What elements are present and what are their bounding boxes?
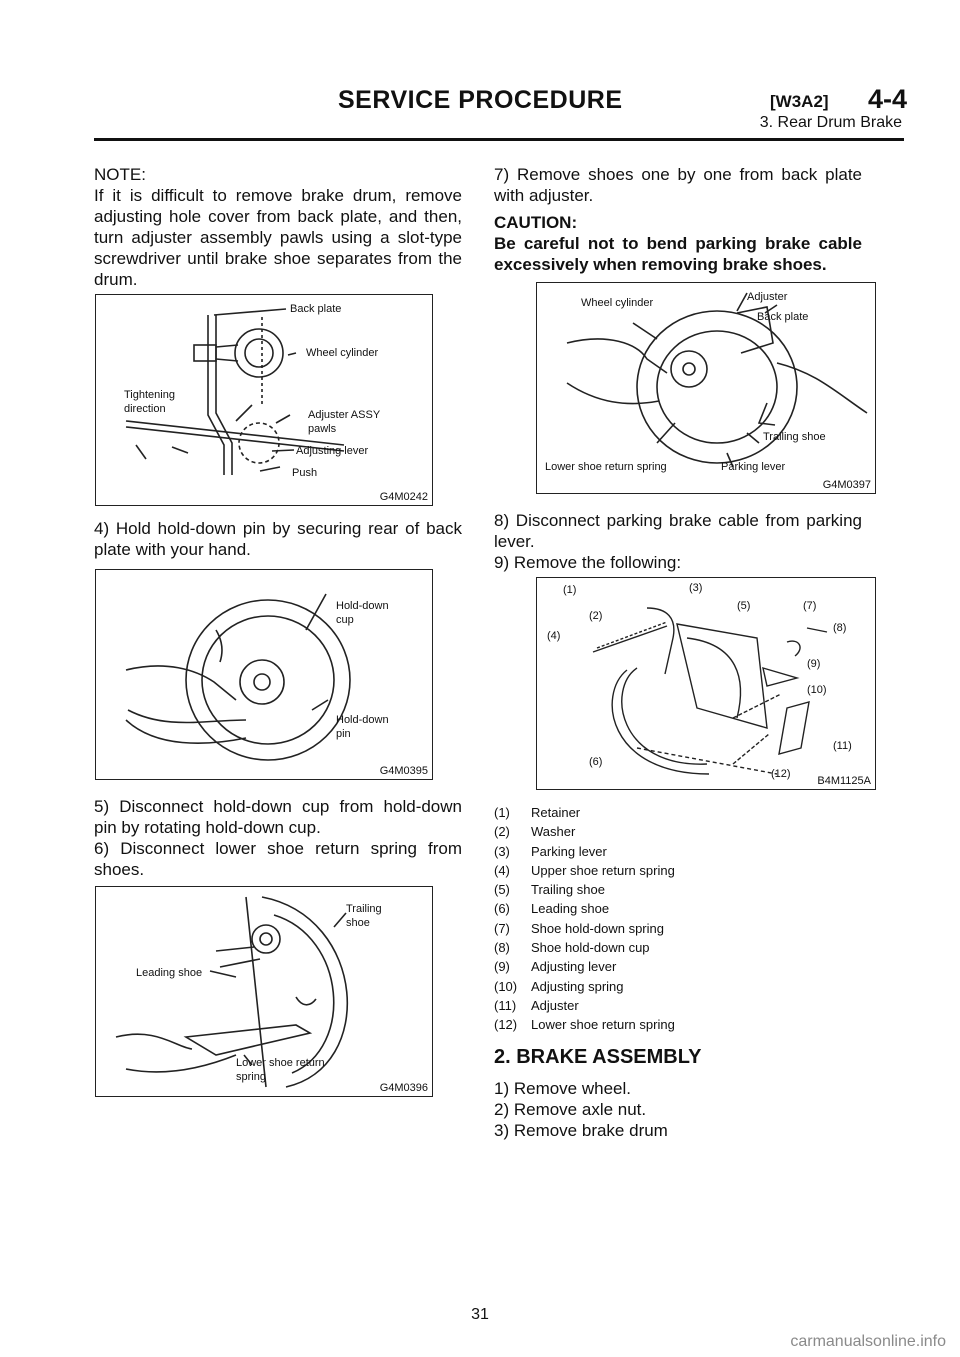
legend-item: (10) Adjusting spring	[494, 978, 624, 994]
legend-item: (8) Shoe hold-down cup	[494, 940, 650, 956]
label-adjuster-assy: Adjuster ASSY	[308, 409, 381, 421]
label-tightening: Tightening	[124, 389, 175, 401]
label-lower-shoe-return-spring: Lower shoe return spring	[545, 461, 667, 473]
page-number: 31	[471, 1306, 489, 1323]
callout-12: (12)	[771, 768, 791, 780]
callout-9: (9)	[807, 658, 821, 670]
legend-item: (7) Shoe hold-down spring	[494, 920, 664, 936]
label-back-plate: Back plate	[290, 303, 342, 315]
figure-code: G4M0395	[379, 765, 428, 777]
label-shoe: shoe	[346, 917, 370, 929]
figure-adjuster-pawls	[95, 294, 433, 506]
legend-item: (1) Retainer	[494, 805, 581, 820]
callout-10: (10)	[807, 684, 827, 696]
legend-item: (6) Leading shoe	[494, 901, 610, 917]
label-parking-lever: Parking lever	[721, 461, 786, 473]
label-trailing-shoe: Trailing shoe	[763, 431, 826, 443]
step-4	[94, 518, 462, 560]
legend-item: (9) Adjusting lever	[494, 959, 617, 975]
callout-5: (5)	[737, 600, 751, 612]
callout-4: (4)	[547, 630, 561, 642]
label-back-plate: Back plate	[757, 311, 809, 323]
legend-item: (11) Adjuster	[494, 997, 579, 1013]
label-pin: pin	[336, 728, 351, 740]
figure-remove-shoes	[536, 282, 876, 494]
step-4-text: 4) Hold hold-down pin by securing rear of back plate with your hand.	[94, 519, 462, 559]
note-body: If it is difficult to remove brake drum, remove adjusting hole cover from back plate, and then, turn adjuster assembly pawls using a slot-type screwdriver until brake shoe separates from the drum.	[94, 186, 462, 289]
label-leading-shoe: Leading shoe	[136, 967, 203, 979]
callout-8: (8)	[833, 622, 847, 634]
label-pawls: pawls	[308, 423, 337, 435]
caution-heading: CAUTION:	[494, 213, 578, 232]
label-trailing: Trailing	[346, 903, 382, 915]
figure-hold-down-pin	[95, 569, 433, 780]
label-push: Push	[292, 467, 318, 479]
step-5-text: 5) Disconnect hold-down cup from hold-down pin by rotating hold-down cup.	[94, 797, 462, 837]
note-heading: NOTE:	[94, 165, 146, 184]
watermark: carmanualsonline.info	[790, 1333, 946, 1350]
legend-item: (2) Washer	[494, 824, 576, 840]
step-6-text: 6) Disconnect lower shoe return spring from shoes.	[94, 839, 462, 879]
step-8-text: 8) Disconnect parking brake cable from parking lever.	[494, 511, 862, 551]
callout-1: (1)	[563, 584, 577, 596]
section-code: [W3A2]	[770, 92, 829, 111]
header-rule	[94, 138, 904, 141]
figure-code: B4M1125A	[817, 775, 871, 787]
figure-lower-shoe-spring	[95, 886, 433, 1097]
label-lower-shoe-return: Lower shoe return	[236, 1057, 325, 1069]
legend-item: (3) Parking lever	[494, 843, 607, 859]
assembly-step-3: 3) Remove brake drum	[494, 1121, 668, 1140]
page-subtitle: 3. Rear Drum Brake	[759, 114, 902, 131]
caution-body: Be careful not to bend parking brake cable excessively when removing brake shoes.	[494, 234, 862, 274]
parts-legend	[494, 803, 675, 1035]
label-cup: cup	[336, 614, 354, 626]
label-hold-down-2: Hold-down	[336, 714, 389, 726]
label-wheel-cylinder: Wheel cylinder	[581, 297, 654, 309]
label-adjuster: Adjuster	[747, 291, 788, 303]
callout-11: (11)	[833, 740, 852, 752]
step-7-text: 7) Remove shoes one by one from back plate with adjuster.	[494, 165, 862, 205]
label-wheel-cylinder: Wheel cylinder	[306, 347, 379, 359]
note-block	[94, 164, 462, 290]
label-spring: spring	[236, 1071, 266, 1083]
legend-item: (4) Upper shoe return spring	[494, 862, 675, 878]
callout-6: (6)	[589, 756, 603, 768]
steps-5-6	[94, 796, 462, 880]
label-adjusting-lever: Adjusting lever	[296, 445, 369, 457]
figure-code: G4M0397	[822, 479, 871, 491]
section-heading: 2. BRAKE ASSEMBLY	[494, 1046, 702, 1068]
callout-7: (7)	[803, 600, 817, 612]
assembly-step-1: 1) Remove wheel.	[494, 1079, 632, 1098]
assembly-step-2: 2) Remove axle nut.	[494, 1100, 647, 1119]
step-7-block	[494, 164, 862, 275]
callout-2: (2)	[589, 610, 603, 622]
label-hold-down: Hold-down	[336, 600, 389, 612]
figure-code: G4M0396	[379, 1082, 428, 1094]
legend-item: (5) Trailing shoe	[494, 882, 605, 898]
figure-code: G4M0242	[379, 491, 428, 503]
steps-8-9	[494, 510, 862, 573]
callout-3: (3)	[689, 582, 703, 594]
section-number: 4-4	[868, 84, 908, 114]
label-direction: direction	[124, 403, 166, 415]
legend-item: (12) Lower shoe return spring	[494, 1017, 675, 1033]
figure-exploded-parts	[536, 577, 876, 790]
step-9-text: 9) Remove the following:	[494, 553, 682, 572]
page-title: SERVICE PROCEDURE	[338, 86, 623, 114]
assembly-steps	[494, 1078, 862, 1141]
